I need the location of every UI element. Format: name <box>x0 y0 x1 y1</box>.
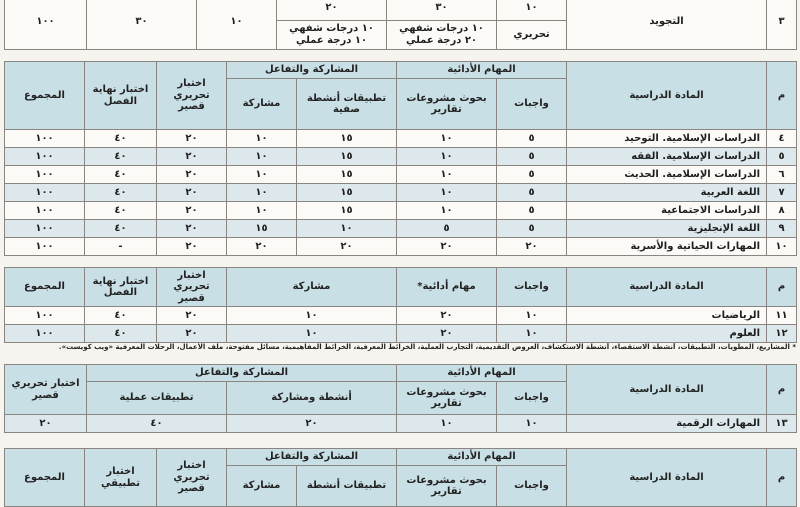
header-final-exam: اختبار نهاية الفصل <box>85 62 157 130</box>
cell-short-exam: ٢٠ <box>157 307 227 325</box>
cell-short-exam: ٢٠ <box>157 184 227 202</box>
row-number: ١٢ <box>767 325 797 343</box>
subject-name: الدراسات الإسلامية. التوحيد <box>567 130 767 148</box>
cell-final-exam: ٤٠ <box>85 325 157 343</box>
cell-mosharaka: ١٠ <box>227 202 297 220</box>
cell-bohooth: ٢٠ <box>397 238 497 256</box>
detail-line: ١٠ درجة عملي <box>295 34 368 46</box>
cell-wajibat: ٥ <box>497 148 567 166</box>
header-practical: تطبيقات عملية <box>87 382 227 415</box>
cell-final-exam: - <box>85 238 157 256</box>
cell-tatbiq: ١٥ <box>297 184 397 202</box>
cell-total: ١٠٠ <box>5 202 85 220</box>
header-tasks: مهام أدائية* <box>397 268 497 307</box>
row-number: ١١ <box>767 307 797 325</box>
cell-bohooth-detail <box>387 20 497 49</box>
cell-wajibat: ١٠ <box>497 307 567 325</box>
cell-bohooth: ٣٠ <box>387 0 497 20</box>
subject-name: الدراسات الإسلامية. الفقه <box>567 148 767 166</box>
cell-bohooth: ١٠ <box>397 148 497 166</box>
row-number: ٧ <box>767 184 797 202</box>
cell-mosharaka: ١٠ <box>227 307 397 325</box>
detail-line: ١٠ درجات شفهي <box>289 23 374 35</box>
cell-bohooth: ١٠ <box>397 166 497 184</box>
header-bohooth: بحوث مشروعات تقارير <box>397 382 497 415</box>
cell-final-exam: ٤٠ <box>85 202 157 220</box>
cell-wajibat: ٥ <box>497 184 567 202</box>
header-short-exam: اختبار تحريري قصير <box>157 268 227 307</box>
cell-final-exam: ٤٠ <box>85 148 157 166</box>
table-row <box>5 307 797 325</box>
cell-total: ١٠٠ <box>5 220 85 238</box>
header-wajibat: واجبات <box>497 382 567 415</box>
row-number: ٣ <box>767 0 797 50</box>
cell-short-exam: ٢٠ <box>157 325 227 343</box>
cell-tatbiq: ٢٠ <box>297 238 397 256</box>
cell-final-exam: ٤٠ <box>85 166 157 184</box>
header-short-exam: اختبار تحريري قصير <box>157 62 227 130</box>
cell-mosharaka: ١٠ <box>227 130 297 148</box>
header-short-exam: اختبار تحريري قصير <box>5 365 87 415</box>
cell-short-exam: ٢٠ <box>157 130 227 148</box>
header-total: المجموع <box>5 449 85 507</box>
cell-short-exam: ٢٠ <box>157 202 227 220</box>
cell-final-exam: ٤٠ <box>85 220 157 238</box>
header-subject: المادة الدراسية <box>567 268 767 307</box>
detail-line: ٢٠ درجة عملي <box>405 34 478 46</box>
header-interaction: المشاركة والتفاعل <box>227 449 397 466</box>
header-num: م <box>767 62 797 130</box>
header-wajibat: واجبات <box>497 79 567 130</box>
cell-practical: ٤٠ <box>87 415 227 433</box>
row-number: ٩ <box>767 220 797 238</box>
table-row <box>5 184 797 202</box>
header-total: المجموع <box>5 62 85 130</box>
header-bohooth: بحوث مشروعات تقارير <box>397 466 497 507</box>
cell-short-exam: ٢٠ <box>157 166 227 184</box>
row-number: ٤ <box>767 130 797 148</box>
cell-total: ١٠٠ <box>5 0 87 50</box>
subject-name: الرياضيات <box>567 307 767 325</box>
cell-tasks: ٢٠ <box>397 307 497 325</box>
header-wajibat: واجبات <box>497 466 567 507</box>
table-tajweed <box>4 0 797 50</box>
header-tasks: المهام الأدائية <box>397 365 567 382</box>
detail-line: ١٠ درجات شفهي <box>399 23 484 35</box>
cell-bohooth: ١٠ <box>397 130 497 148</box>
cell-wajibat: ٥ <box>497 220 567 238</box>
table-row <box>5 166 797 184</box>
header-num: م <box>767 268 797 307</box>
header-activities: أنشطة ومشاركة <box>227 382 397 415</box>
subject-name: التجويد <box>567 0 767 50</box>
cell-tatbiq: ١٥ <box>297 202 397 220</box>
cell-wajibat: ١٠ <box>497 325 567 343</box>
subject-name: اللغة الإنجليزية <box>567 220 767 238</box>
cell-tatbiq: ١٥ <box>297 130 397 148</box>
subject-name: المهارات الحياتية والأسرية <box>567 238 767 256</box>
cell-tatbiq: ١٥ <box>297 148 397 166</box>
header-final-exam: اختبار نهاية الفصل <box>85 268 157 307</box>
cell-final-exam: ٤٠ <box>85 130 157 148</box>
cell-final-exam: ٤٠ <box>85 307 157 325</box>
cell-short-exam: ٢٠ <box>157 220 227 238</box>
header-applied-exam: اختبار تطبيقي <box>85 449 157 507</box>
header-subject: المادة الدراسية <box>567 449 767 507</box>
cell-wajibat: ٥ <box>497 202 567 220</box>
cell-mosharaka: ١٠ <box>227 325 397 343</box>
cell-short-exam: ٢٠ <box>157 238 227 256</box>
cell-total: ١٠٠ <box>5 148 85 166</box>
cell-total: ١٠٠ <box>5 166 85 184</box>
cell-bohooth: ١٠ <box>397 202 497 220</box>
table-math-science <box>4 267 797 343</box>
cell-mosharaka: ١٠ <box>227 166 297 184</box>
header-interaction: المشاركة والتفاعل <box>227 62 397 79</box>
table-main-subjects <box>4 61 797 256</box>
row-number: ١٠ <box>767 238 797 256</box>
cell-wajibat: ٥ <box>497 166 567 184</box>
header-tasks: المهام الأدائية <box>397 449 567 466</box>
header-mosharaka: مشاركة <box>227 268 397 307</box>
cell-bohooth: ١٠ <box>397 415 497 433</box>
cell-bohooth: ٥ <box>397 220 497 238</box>
cell-total: ١٠٠ <box>5 130 85 148</box>
cell-tasks: ٢٠ <box>397 325 497 343</box>
footnote: * المشاريع، المطويات، التطبيقات، أنشطة الاستقصاء، أنشطة الاستكشاف، العروض التقديمية، التجارب العملية، الخرائط المعرفية، الخرائط المفاهيمية، مسائل مفتوحة، ملف الأعمال، الرحلات المعرفية «ويب كويست». <box>58 343 796 351</box>
header-short-exam: اختبار تحريري قصير <box>157 449 227 507</box>
cell-tatbiq: ٢٠ <box>277 0 387 20</box>
cell-activities: ٢٠ <box>227 415 397 433</box>
cell-wajibat: ١٠ <box>497 415 567 433</box>
header-subject: المادة الدراسية <box>567 365 767 415</box>
table-row <box>5 202 797 220</box>
subject-name: المهارات الرقمية <box>567 415 767 433</box>
cell-final-exam: ٤٠ <box>85 184 157 202</box>
cell-exam: ٣٠ <box>87 0 197 50</box>
cell-tatbiq: ١٥ <box>297 166 397 184</box>
cell-bohooth: ١٠ <box>397 184 497 202</box>
subject-name: الدراسات الاجتماعية <box>567 202 767 220</box>
cell-wajibat-type: تحريري <box>497 20 567 49</box>
cell-mosharaka: ١٥ <box>227 220 297 238</box>
cell-mosharaka: ١٠ <box>227 184 297 202</box>
cell-tatbiq: ١٠ <box>297 220 397 238</box>
header-wajibat: واجبات <box>497 268 567 307</box>
header-total: المجموع <box>5 268 85 307</box>
table-row <box>5 130 797 148</box>
cell-mosharaka: ١٠ <box>227 148 297 166</box>
cell-tatbiq-detail <box>277 20 387 49</box>
header-mosharaka: مشاركة <box>227 79 297 130</box>
header-interaction: المشاركة والتفاعل <box>87 365 397 382</box>
header-subject: المادة الدراسية <box>567 62 767 130</box>
cell-short-exam: ٢٠ <box>5 415 87 433</box>
row-number: ٨ <box>767 202 797 220</box>
table-row <box>5 220 797 238</box>
table-row <box>5 238 797 256</box>
table-row <box>5 148 797 166</box>
header-mosharaka: مشاركة <box>227 466 297 507</box>
table-row <box>5 325 797 343</box>
header-tatbiqat: تطبيقات أنشطة <box>297 466 397 507</box>
subject-name: الدراسات الإسلامية. الحديث <box>567 166 767 184</box>
cell-mosharaka: ٢٠ <box>227 238 297 256</box>
cell-total: ١٠٠ <box>5 184 85 202</box>
table-applied <box>4 448 797 507</box>
header-tatbiqat: تطبيقات أنشطة صفية <box>297 79 397 130</box>
cell-mosharaka: ١٠ <box>197 0 277 50</box>
header-num: م <box>767 365 797 415</box>
header-num: م <box>767 449 797 507</box>
header-bohooth: بحوث مشروعات تقارير <box>397 79 497 130</box>
row-number: ٦ <box>767 166 797 184</box>
header-tasks: المهام الأدائية <box>397 62 567 79</box>
cell-total: ١٠٠ <box>5 307 85 325</box>
cell-wajibat: ١٠ <box>497 0 567 20</box>
subject-name: العلوم <box>567 325 767 343</box>
table-digital-skills <box>4 364 797 433</box>
cell-wajibat: ٥ <box>497 130 567 148</box>
cell-total: ١٠٠ <box>5 238 85 256</box>
subject-name: اللغة العربية <box>567 184 767 202</box>
row-number: ٥ <box>767 148 797 166</box>
cell-short-exam: ٢٠ <box>157 148 227 166</box>
cell-wajibat: ٢٠ <box>497 238 567 256</box>
row-number: ١٣ <box>767 415 797 433</box>
cell-total: ١٠٠ <box>5 325 85 343</box>
